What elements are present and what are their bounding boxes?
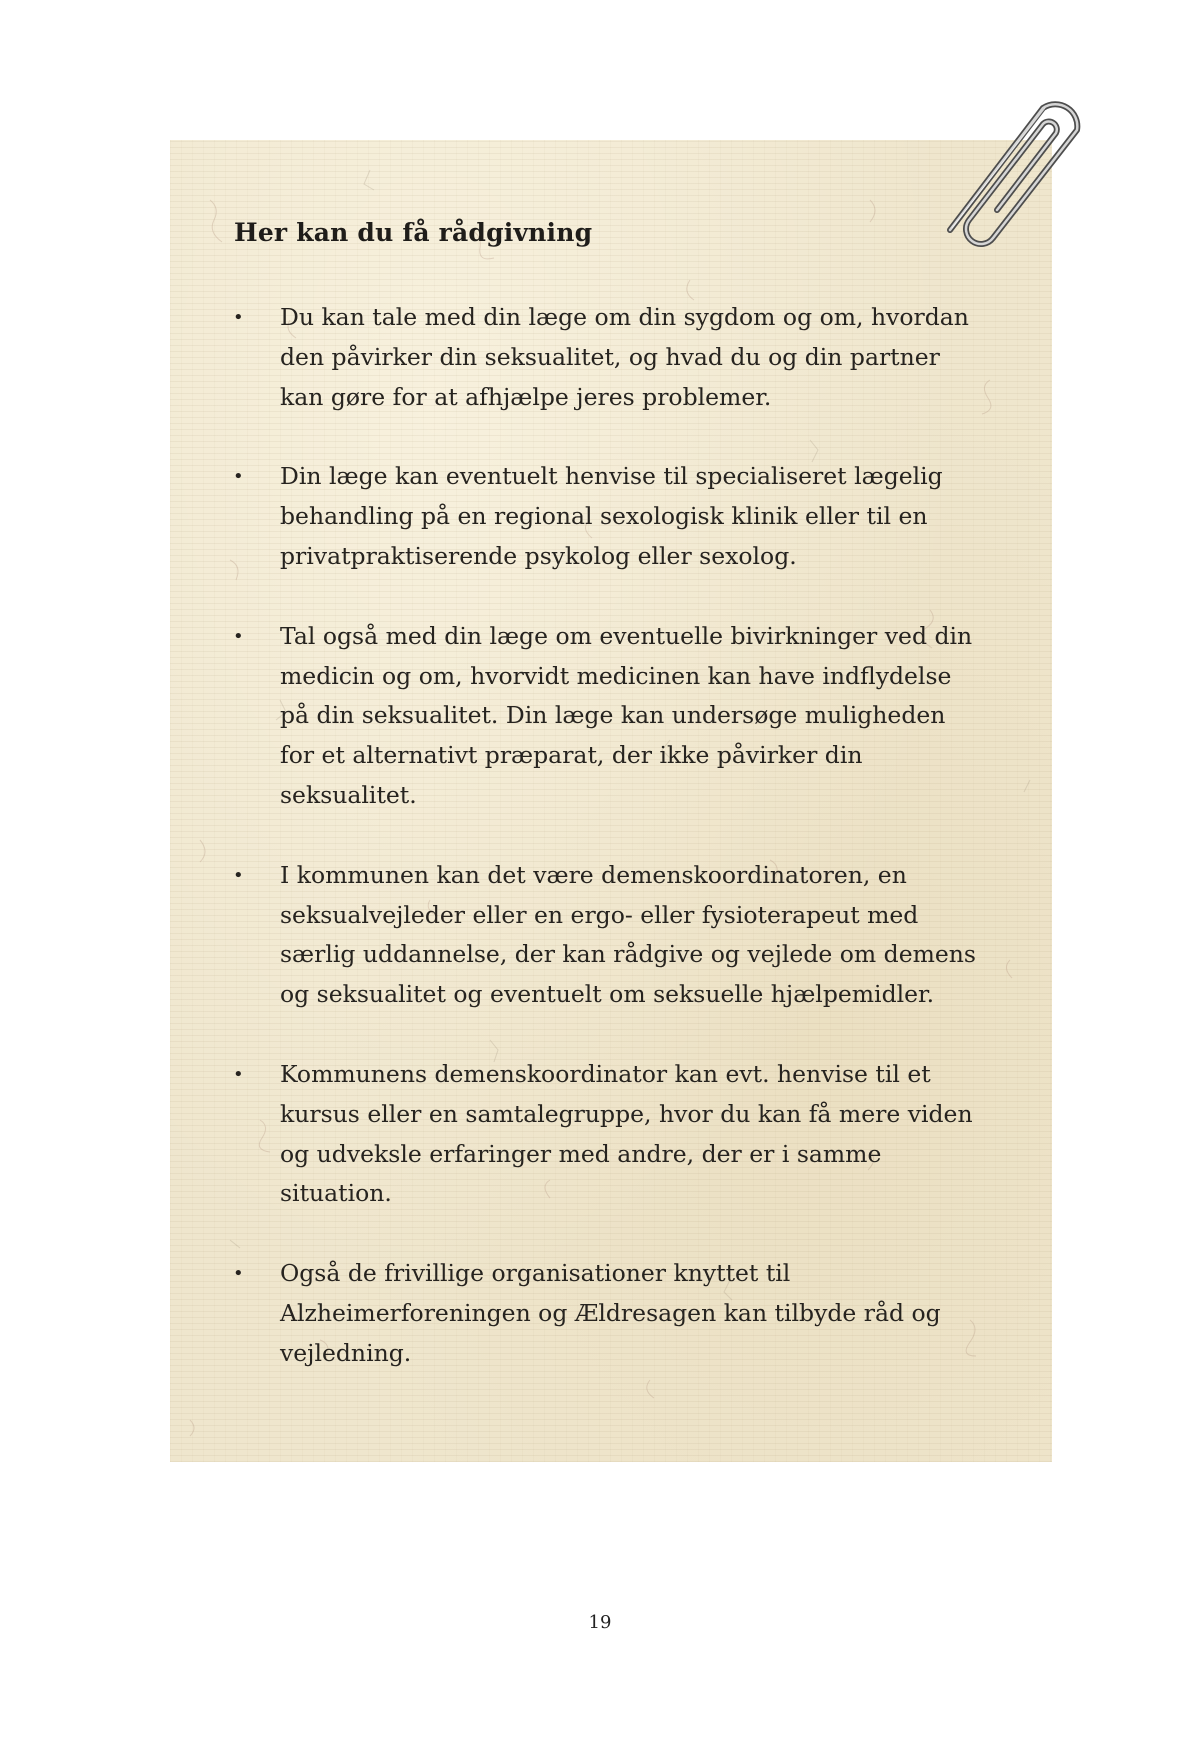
list-item [230,1055,990,1214]
list-item-text: Tal også med din læge om eventuelle bivirkninger ved din medicin og om, hvorvidt medicinen kan have indflydelse på din seksualitet. Din læge kan undersøge muligheden for et alternativt præparat, der ikke påvirker din seksualitet. [280,621,973,809]
list-item-text: I kommunen kan det være demenskoordinatoren, en seksualvejleder eller en ergo- eller fysioterapeut med særlig uddannelse, der kan rådgive og vejlede om demens og seksualitet og eventuelt om seksuelle hjælpemidler. [280,860,976,1009]
list-item-text: Du kan tale med din læge om din sygdom og om, hvordan den påvirker din seksualitet, og hvad du og din partner kan gøre for at afhjælpe jeres problemer. [280,303,969,411]
bullet-icon: • [233,625,244,647]
list-item [230,457,990,576]
list-item [230,1254,990,1373]
bullet-icon: • [233,307,244,328]
advice-list [230,298,990,1414]
list-item [230,856,990,1015]
bullet-icon: • [233,466,244,488]
bullet-icon: • [233,1063,244,1085]
paperclip-icon [925,78,1085,248]
list-item-text: Din læge kan eventuelt henvise til specialiseret lægelig behandling på en regional sexologisk klinik eller til en privatpraktiserende psykolog eller sexolog. [280,462,943,570]
bullet-icon: • [233,864,244,886]
section-heading: Her kan du få rådgivning [234,218,593,247]
list-item-text: Kommunens demenskoordinator kan evt. henvise til et kursus eller en samtalegruppe, hvor du kan få mere viden og udveksle erfaringer med andre, der er i samme situation. [280,1059,973,1208]
page-number: 19 [588,1612,612,1633]
list-item [230,617,990,816]
list-item [230,298,990,417]
bullet-icon: • [233,1263,244,1285]
list-item-text: Også de frivillige organisationer knyttet til Alzheimerforeningen og Ældresagen kan tilbyde råd og vejledning. [280,1259,941,1367]
